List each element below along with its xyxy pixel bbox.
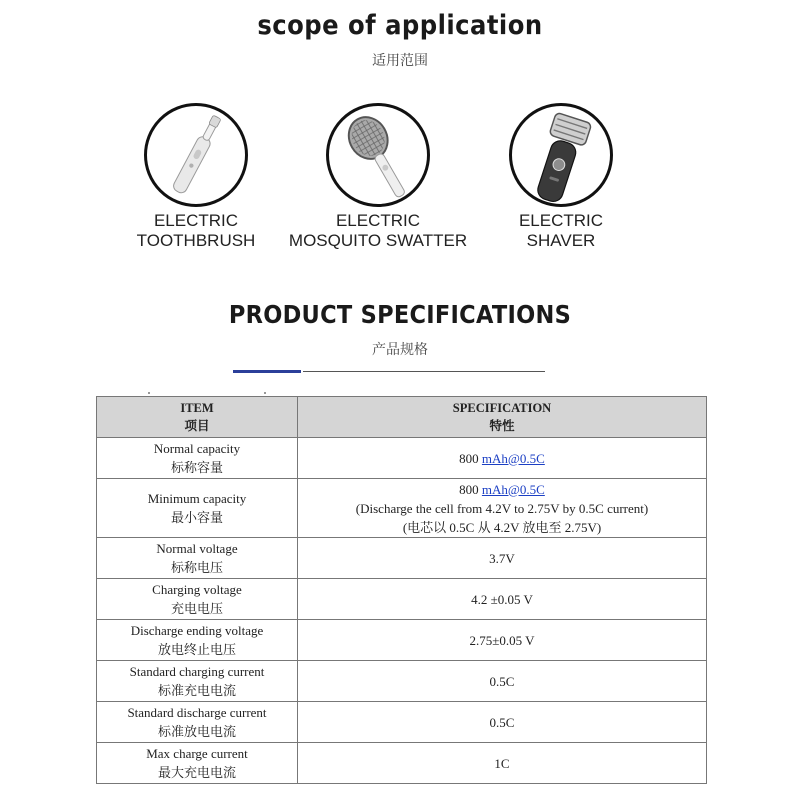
table-header-row (97, 397, 707, 438)
table-row (97, 620, 707, 661)
speck (264, 392, 266, 394)
row-label: Normal capacity 标称容量 (97, 438, 298, 479)
mosquito-swatter-icon (326, 103, 430, 207)
table-row (97, 579, 707, 620)
row-value: 3.7V (298, 538, 707, 579)
row-label: Normal voltage 标称电压 (97, 538, 298, 579)
scope-subtitle: 适用范围 (372, 53, 428, 69)
table-row (97, 702, 707, 743)
header-specification: SPECIFICATION 特性 (298, 397, 707, 438)
row-label: Max charge current 最大充电电流 (97, 743, 298, 784)
divider-line (303, 371, 545, 372)
row-label: Standard charging current 标准充电电流 (97, 661, 298, 702)
table-row (97, 479, 707, 538)
row-value: 0.5C (298, 661, 707, 702)
spec-subtitle: 产品规格 (372, 342, 428, 358)
row-value: 0.5C (298, 702, 707, 743)
app-label-shaver: ELECTRIC SHAVER (518, 211, 604, 250)
toothbrush-icon (144, 103, 248, 207)
speck (148, 392, 150, 394)
table-row (97, 538, 707, 579)
scope-title: scope of application (257, 10, 543, 41)
app-label-mosquito-swatter: ELECTRIC MOSQUITO SWATTER (288, 211, 468, 250)
table-row (97, 438, 707, 479)
discharge-note-en: (Discharge the cell from 4.2V to 2.75V by 0.5C current) (355, 500, 649, 516)
accent-divider (233, 370, 301, 373)
row-value: 4.2 ±0.05 V (298, 579, 707, 620)
table-row (97, 743, 707, 784)
capacity-link[interactable]: mAh@0.5C (481, 481, 545, 497)
spec-table (96, 396, 707, 784)
row-value: 1C (298, 743, 707, 784)
row-label: Discharge ending voltage 放电终止电压 (97, 620, 298, 661)
header-item: ITEM 项目 (97, 397, 298, 438)
row-label: Standard discharge current 标准放电电流 (97, 702, 298, 743)
spec-title: PRODUCT SPECIFICATIONS (228, 300, 572, 329)
capacity-link[interactable]: mAh@0.5C (481, 450, 545, 466)
row-label: Minimum capacity 最小容量 (97, 479, 298, 538)
discharge-note-cn: (电芯以 0.5C 从 4.2V 放电至 2.75V) (402, 519, 602, 535)
row-value: 800 mAh@0.5C (Discharge the cell from 4.2V to 2.75V by 0.5C current) (电芯以 0.5C 从 4.2V 放电至 2.75V) (298, 479, 707, 538)
row-value: 2.75±0.05 V (298, 620, 707, 661)
table-row (97, 661, 707, 702)
row-value: 800 mAh@0.5C (298, 438, 707, 479)
app-label-toothbrush: ELECTRIC TOOTHBRUSH (136, 211, 256, 250)
row-label: Charging voltage 充电电压 (97, 579, 298, 620)
shaver-icon (509, 103, 613, 207)
